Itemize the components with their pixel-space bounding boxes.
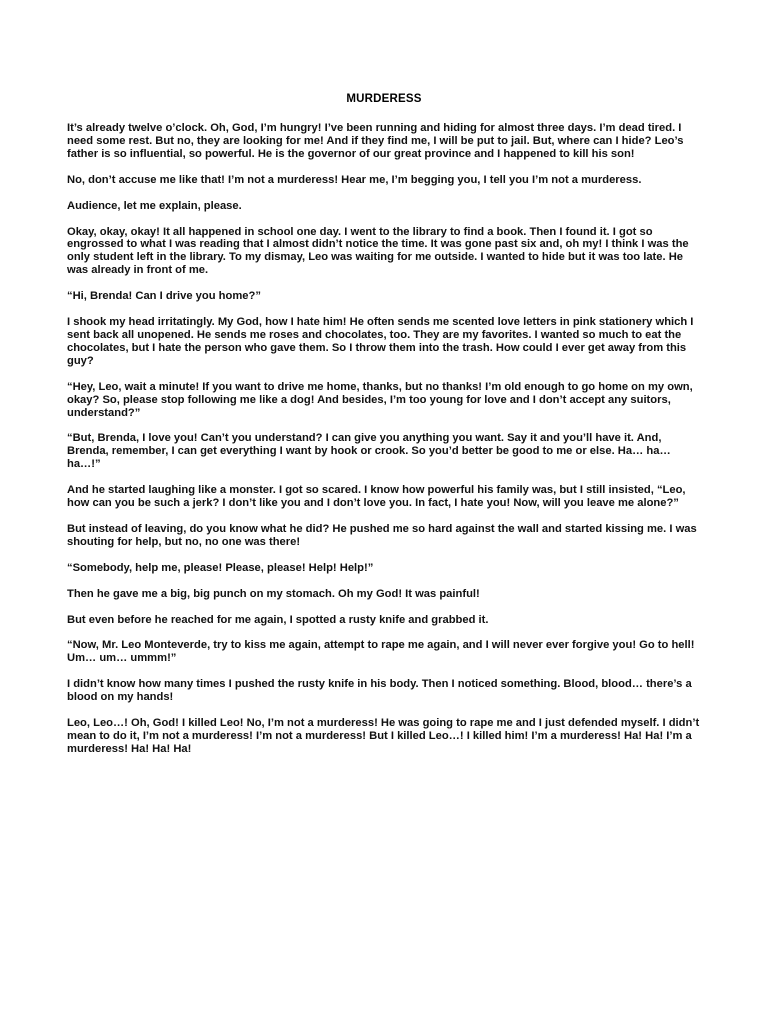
paragraph: No, don’t accuse me like that! I’m not a murderess! Hear me, I’m begging you, I tell you I’m not a murderess. (67, 173, 642, 186)
paragraph: Leo, Leo…! Oh, God! I killed Leo! No, I’m not a murderess! He was going to rape me and I just defended myself. I didn’t mean to do it, I’m not a murderess! I’m not a murderess! But I killed Leo…! I killed him! I’m a murderess! Ha! Ha! I’m a murderess! Ha! Ha! Ha! (67, 717, 700, 755)
paragraph: “Hey, Leo, wait a minute! If you want to drive me home, thanks, but no thanks! I’m old enough to go home on my own, okay? So, please stop following me like a dog! And besides, I’m too young for love and I don’t accept any suitors, understand?” (67, 380, 693, 419)
paragraph: Audience, let me explain, please. (67, 199, 242, 212)
document-title: MURDERESS (346, 93, 422, 105)
paragraph: I shook my head irritatingly. My God, how I hate him! He often sends me scented love letters in pink stationery which I sent back all unopened. He sends me roses and chocolates, too. They are my favorites. I wanted so much to eat the chocolates, but I hate the person who gave them. So I throw them into the trash. How could I ever get away from this guy? (67, 316, 694, 367)
paragraph: “Somebody, help me, please! Please, please! Help! Help!” (67, 561, 374, 574)
paragraph: Okay, okay, okay! It all happened in school one day. I went to the library to find a book. Then I found it. I got so engrossed to what I was reading that I almost didn’t notice the time. It was gone past six and, oh my! I think I was the only student left in the library. To my dismay, Leo was waiting for me outside. I wanted to hide but it was too late. He was already in front of me. (67, 225, 689, 277)
paragraph: “But, Brenda, I love you! Can’t you understand? I can give you anything you want. Say it and you’ll have it. And, Brenda, remember, I can get everything I want by hook or crook. So you’d better be good to me or else. Ha… ha… ha…!” (67, 432, 671, 471)
paragraph: But instead of leaving, do you know what he did? He pushed me so hard against the wall and started kissing me. I was shouting for help, but no, no one was there! (67, 522, 697, 548)
paragraph: But even before he reached for me again, I spotted a rusty knife and grabbed it. (67, 613, 489, 626)
paragraph: It’s already twelve o’clock. Oh, God, I’m hungry! I’ve been running and hiding for almost three days. I’m dead tired. I need some rest. But no, they are looking for me! And if they find me, I will be put to jail. But, where can I hide? Leo’s father is so influential, so powerful. He is the governor of our great province and I happened to kill his son! (67, 122, 684, 160)
paragraph: Then he gave me a big, big punch on my stomach. Oh my God! It was painful! (67, 587, 480, 600)
paragraph: And he started laughing like a monster. I got so scared. I know how powerful his family was, but I still insisted, “Leo, how can you be such a jerk? I don’t like you and I don’t love you. In fact, I hate you! Now, will you leave me alone?” (67, 484, 686, 510)
paragraph: “Now, Mr. Leo Monteverde, try to kiss me again, attempt to rape me again, and I will never ever forgive you! Go to hell! Um… um… ummm!” (67, 639, 695, 665)
document-body (67, 122, 703, 769)
paragraph: I didn’t know how many times I pushed the rusty knife in his body. Then I noticed something. Blood, blood… there’s a blood on my hands! (67, 678, 692, 704)
paragraph: “Hi, Brenda! Can I drive you home?” (67, 290, 261, 303)
